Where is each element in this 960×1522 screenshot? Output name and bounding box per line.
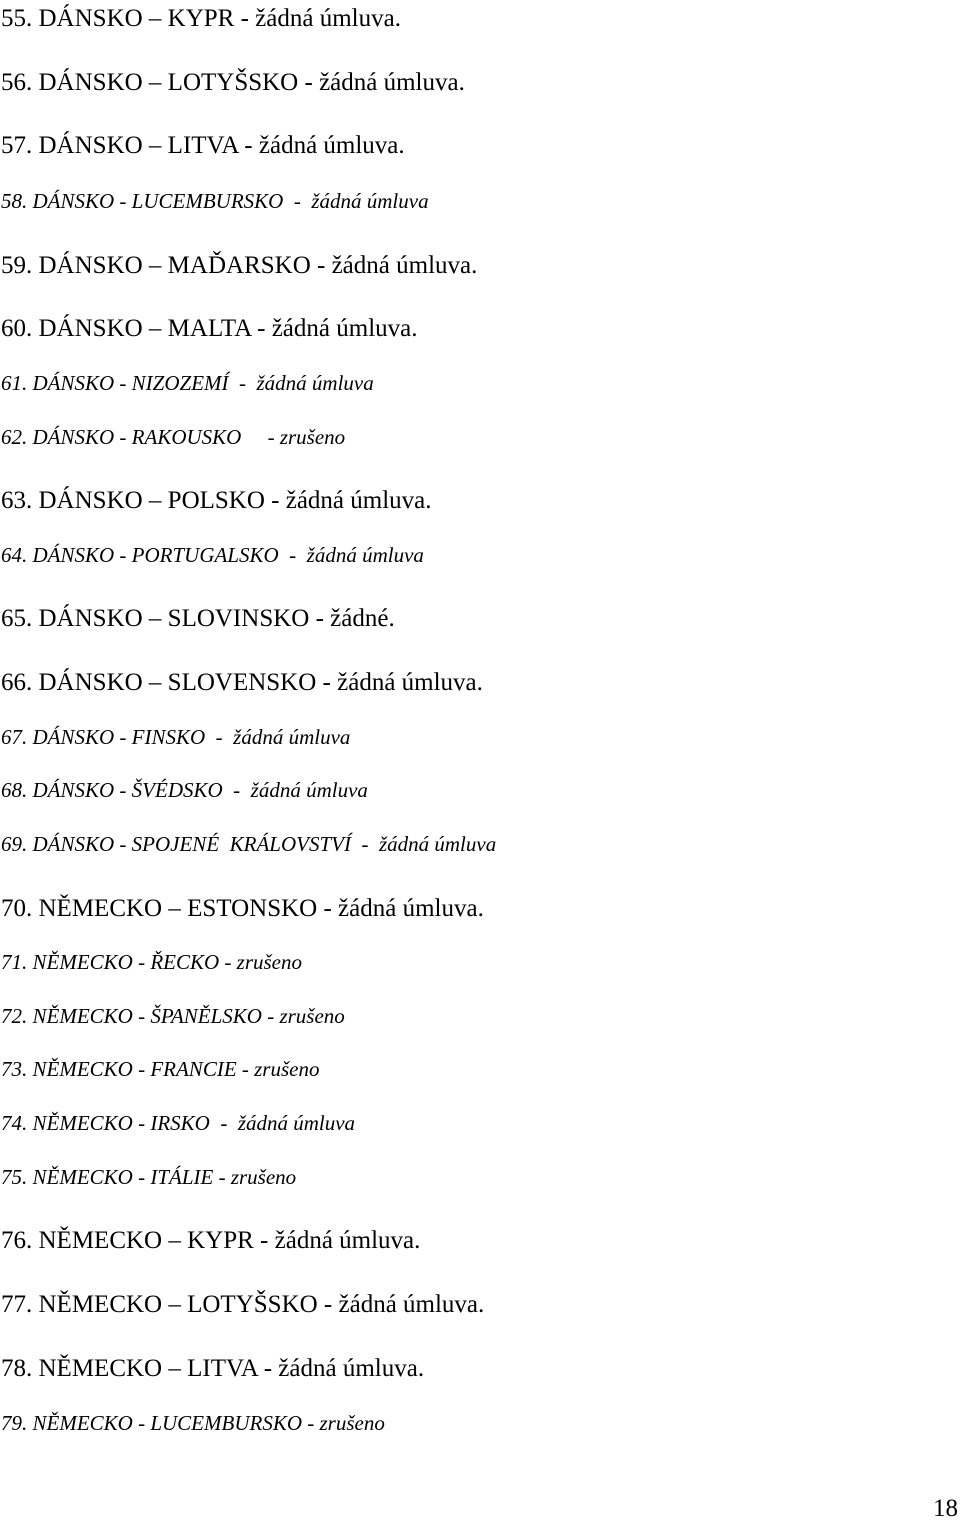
list-item: 79. NĚMECKO - LUCEMBURSKO - zrušeno xyxy=(1,1411,385,1435)
list-item: 69. DÁNSKO - SPOJENÉ KRÁLOVSTVÍ - žádná úmluva xyxy=(1,832,497,856)
list-item: 62. DÁNSKO - RAKOUSKO - zrušeno xyxy=(1,425,346,449)
list-item: 68. DÁNSKO - ŠVÉDSKO - žádná úmluva xyxy=(1,778,368,802)
list-item: 67. DÁNSKO - FINSKO - žádná úmluva xyxy=(1,725,351,749)
list-item: 74. NĚMECKO - IRSKO - žádná úmluva xyxy=(1,1111,356,1135)
list-item: 58. DÁNSKO - LUCEMBURSKO - žádná úmluva xyxy=(1,189,429,213)
list-item: 59. DÁNSKO – MAĎARSKO - žádná úmluva. xyxy=(1,252,478,279)
list-item: 57. DÁNSKO – LITVA - žádná úmluva. xyxy=(1,132,405,159)
list-item: 78. NĚMECKO – LITVA - žádná úmluva. xyxy=(1,1355,425,1382)
page-number: 18 xyxy=(933,1495,958,1522)
list-item: 70. NĚMECKO – ESTONSKO - žádná úmluva. xyxy=(1,895,484,922)
list-item: 61. DÁNSKO - NIZOZEMÍ - žádná úmluva xyxy=(1,371,374,395)
list-item: 76. NĚMECKO – KYPR - žádná úmluva. xyxy=(1,1227,421,1254)
list-item: 73. NĚMECKO - FRANCIE - zrušeno xyxy=(1,1057,320,1081)
list-item: 65. DÁNSKO – SLOVINSKO - žádné. xyxy=(1,605,395,632)
list-item: 71. NĚMECKO - ŘECKO - zrušeno xyxy=(1,950,302,974)
list-item: 77. NĚMECKO – LOTYŠSKO - žádná úmluva. xyxy=(1,1291,485,1318)
list-item: 72. NĚMECKO - ŠPANĚLSKO - zrušeno xyxy=(1,1004,345,1028)
list-item: 64. DÁNSKO - PORTUGALSKO - žádná úmluva xyxy=(1,543,424,567)
list-item: 66. DÁNSKO – SLOVENSKO - žádná úmluva. xyxy=(1,669,483,696)
list-item: 60. DÁNSKO – MALTA - žádná úmluva. xyxy=(1,315,418,342)
list-item: 63. DÁNSKO – POLSKO - žádná úmluva. xyxy=(1,487,432,514)
list-item: 56. DÁNSKO – LOTYŠSKO - žádná úmluva. xyxy=(1,69,465,96)
list-item: 55. DÁNSKO – KYPR - žádná úmluva. xyxy=(1,5,401,32)
list-item: 75. NĚMECKO - ITÁLIE - zrušeno xyxy=(1,1165,297,1189)
